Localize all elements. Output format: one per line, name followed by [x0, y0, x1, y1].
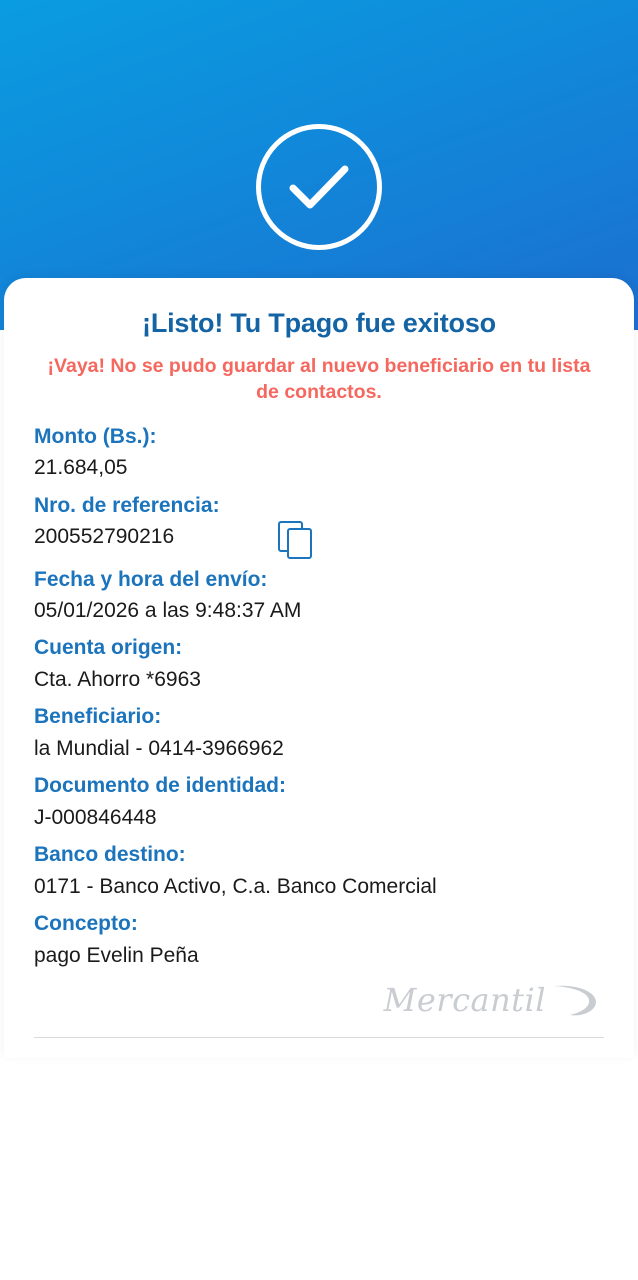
warning-message: ¡Vaya! No se pudo guardar al nuevo beneficiario en tu lista de contactos.: [47, 355, 591, 404]
copy-icon-front-sheet: [287, 528, 312, 559]
field-label: Monto (Bs.):: [34, 424, 157, 448]
field-label: Nro. de referencia:: [34, 493, 220, 517]
field-documento-identidad: [34, 771, 604, 833]
success-icon-wrapper: [0, 124, 638, 250]
brand-logo: [34, 981, 604, 1019]
field-beneficiario: [34, 702, 604, 764]
field-label: Fecha y hora del envío:: [34, 567, 268, 591]
field-label: Banco destino:: [34, 843, 186, 867]
field-cuenta-origen: [34, 633, 604, 695]
field-referencia: [34, 491, 604, 560]
copy-icon[interactable]: [278, 521, 312, 559]
field-concepto: [34, 909, 604, 971]
receipt-card: [4, 278, 634, 1058]
field-label: Concepto:: [34, 912, 138, 936]
field-banco-destino: [34, 840, 604, 902]
field-value: J-000846448: [34, 805, 157, 829]
field-value: 21.684,05: [34, 456, 128, 480]
field-value: pago Evelin Peña: [34, 943, 199, 967]
field-label: Documento de identidad:: [34, 774, 286, 798]
check-circle-icon: [256, 124, 382, 250]
field-value: 0171 - Banco Activo, C.a. Banco Comercial: [34, 874, 437, 898]
page-title: ¡Listo! Tu Tpago fue exitoso: [142, 308, 496, 338]
field-value: 05/01/2026 a las 9:48:37 AM: [34, 598, 302, 622]
field-monto: [34, 422, 604, 484]
field-label: Cuenta origen:: [34, 636, 183, 660]
field-value: Cta. Ahorro *6963: [34, 667, 201, 691]
brand-name: Mercantil: [383, 981, 546, 1020]
field-value: 200552790216: [34, 525, 175, 548]
field-label: Beneficiario:: [34, 705, 162, 729]
field-fecha-hora: [34, 565, 604, 627]
field-value: la Mundial - 0414-3966962: [34, 736, 284, 760]
card-divider: [34, 1037, 604, 1038]
mercantil-swoosh-icon: [552, 982, 598, 1018]
